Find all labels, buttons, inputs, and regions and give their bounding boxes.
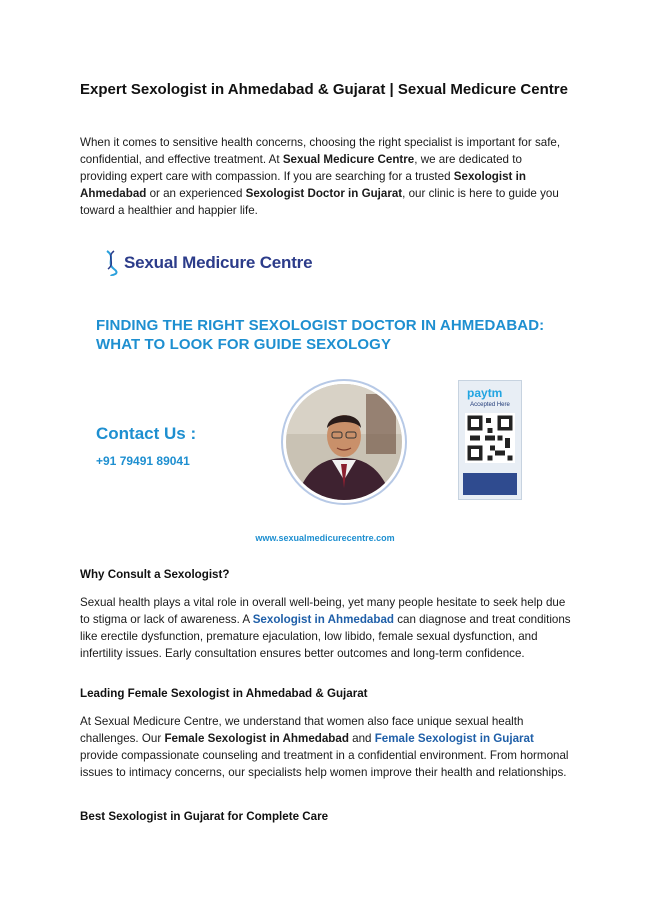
female-text-2: and — [348, 732, 375, 745]
female-bold-1: Female Sexologist in Ahmedabad — [164, 732, 349, 745]
why-consult-paragraph — [80, 594, 572, 662]
page-title: Expert Sexologist in Ahmedabad & Gujarat | Sexual Medicure Centre — [80, 81, 568, 98]
intro-text-4: , our clinic is here to guide you toward a healthier and happier life. — [80, 187, 559, 217]
paytm-cashback-strip — [463, 473, 517, 495]
heading-female-sexologist: Leading Female Sexologist in Ahmedabad & Gujarat — [80, 687, 368, 700]
link-female-sexologist-gujarat[interactable]: Female Sexologist in Gujarat — [374, 732, 534, 745]
clinic-logo — [104, 250, 312, 276]
doctor-portrait — [286, 384, 402, 500]
promo-banner-image — [84, 240, 566, 550]
intro-text-3: or an experienced — [146, 187, 246, 200]
dna-logo-icon — [104, 250, 118, 276]
heading-why-consult: Why Consult a Sexologist? — [80, 568, 230, 581]
paytm-accepted-label: Accepted Here — [470, 402, 510, 408]
contact-title: Contact Us : — [96, 424, 197, 443]
intro-bold-2: Sexologist in Ahmedabad — [80, 170, 526, 200]
intro-paragraph — [80, 134, 572, 219]
website-url: www.sexualmedicurecentre.com — [255, 533, 395, 543]
why-text-1: Sexual health plays a vital role in overall well-being, yet many people hesitate to seek help due to stigma or lack of awareness. A — [80, 596, 566, 626]
why-text-2: can diagnose and treat conditions like erectile dysfunction, premature ejaculation, low libido, female sexual dysfunction, and infertility issues. Early consultation ensures better outcomes and long-term confidence. — [80, 613, 571, 660]
heading-best-sexologist-gujarat: Best Sexologist in Gujarat for Complete Care — [80, 810, 329, 823]
intro-bold-1: Sexual Medicure Centre — [282, 153, 415, 166]
paytm-logo-part-b: tm — [487, 386, 503, 400]
qr-code-icon — [465, 413, 515, 463]
female-text-1: At Sexual Medicure Centre, we understand that women also face unique sexual health challenges. Our — [80, 715, 524, 745]
logo-text: Sexual Medicure Centre — [124, 253, 313, 272]
contact-phone: +91 79491 89041 — [96, 454, 190, 468]
paytm-qr-card — [458, 380, 522, 500]
intro-bold-3: Sexologist Doctor in Gujarat — [245, 187, 403, 200]
intro-text-1: When it comes to sensitive health concerns, choosing the right specialist is important for safe, confidential, and effective treatment. At — [80, 136, 561, 166]
link-sexologist-ahmedabad[interactable]: Sexologist in Ahmedabad — [252, 613, 394, 626]
female-sexologist-paragraph — [80, 713, 572, 781]
paytm-logo — [467, 386, 502, 400]
intro-text-2: , we are dedicated to providing expert care with compassion. If you are searching for a trusted — [80, 153, 522, 183]
female-text-3: provide compassionate counseling and treatment in a confidential environment. From hormonal issues to intimacy concerns, our specialists help women improve their health and relationships. — [80, 749, 569, 779]
banner-headline: FINDING THE RIGHT SEXOLOGIST DOCTOR IN AHMEDABAD: WHAT TO LOOK FOR GUIDE SEXOLOGY — [96, 317, 545, 353]
doctor-photo-icon — [286, 384, 402, 500]
paytm-logo-part-a: pay — [467, 386, 488, 400]
